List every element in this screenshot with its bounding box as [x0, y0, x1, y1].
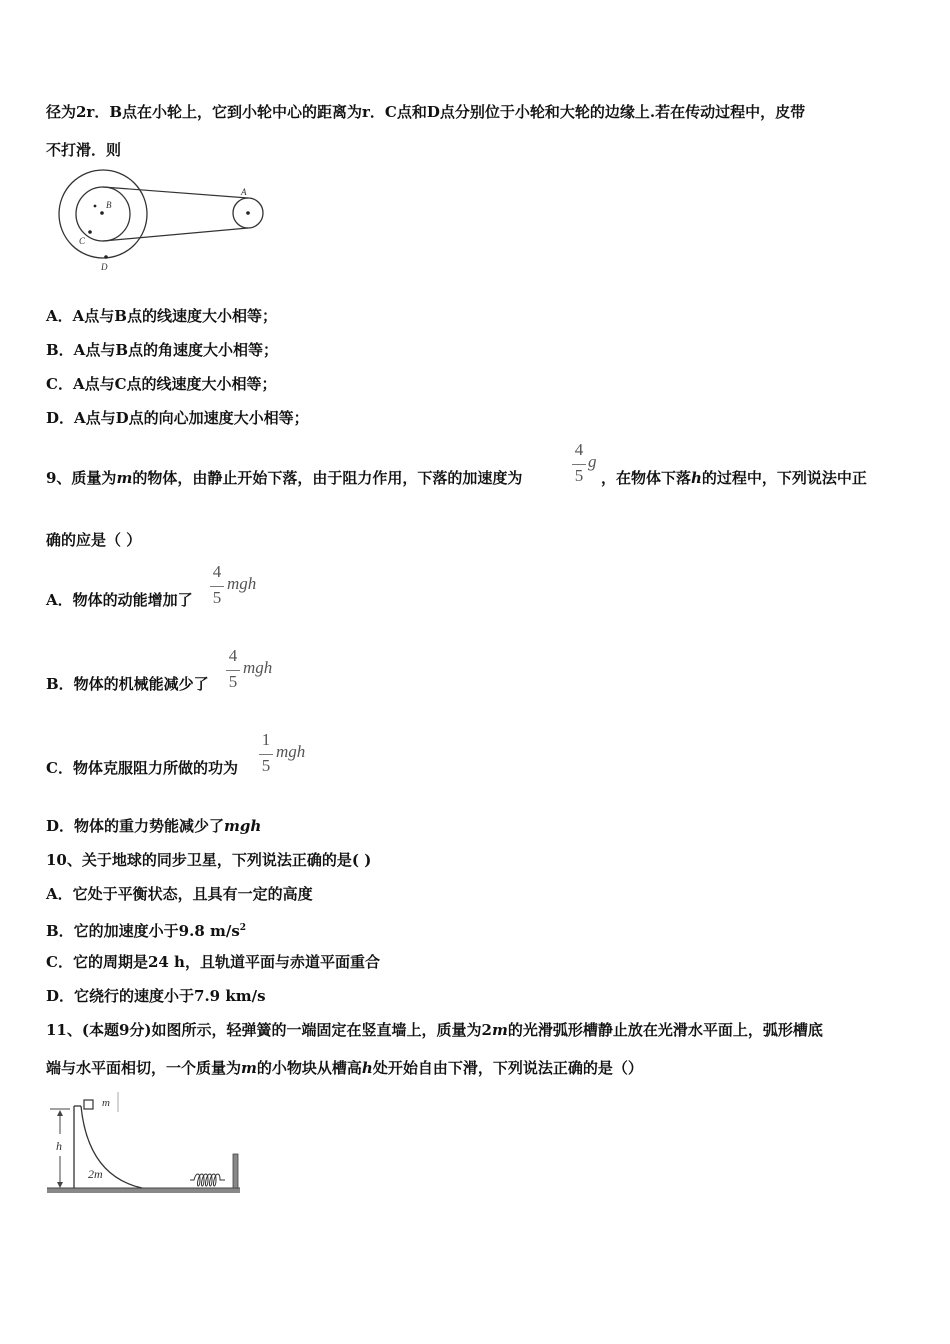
- q9-stem-line1-end: [601, 468, 867, 488]
- q9-stem-m: m: [116, 469, 133, 487]
- wall: [233, 1154, 238, 1188]
- fraction-bar: [210, 586, 224, 587]
- label-d: D: [101, 262, 108, 272]
- q8-option-a: A．A点与B点的线速度大小相等；: [46, 307, 277, 325]
- q9-stem-line1: [46, 468, 522, 488]
- q9-stem-h: h: [691, 469, 702, 487]
- q8-stem-line1: 径为2r．B点在小轮上，它到小轮中心的距离为r．C点和D点分别位于小轮和大轮的边缘上.若在传动过程中，皮带: [46, 103, 806, 121]
- arrow-up-icon: [57, 1110, 63, 1116]
- label-m: m: [102, 1097, 110, 1109]
- q9-option-d: [46, 816, 261, 836]
- q10-option-a: A．它处于平衡状态，且具有一定的高度: [46, 885, 313, 903]
- fraction-denominator: 5: [212, 588, 222, 607]
- q9-option-d-text: D．物体的重力势能减少了: [46, 817, 225, 835]
- q10-option-b: [46, 918, 246, 941]
- q9-stem-mid: 的物体，由静止开始下落，由于阻力作用，下落的加速度为: [132, 469, 523, 487]
- q11-stem-line2: [46, 1058, 643, 1078]
- q10-option-c: C．它的周期是24 h，且轨道平面与赤道平面重合: [46, 953, 380, 971]
- q9-stem-line2: 确的应是（ ）: [46, 531, 142, 549]
- label-2m: 2m: [88, 1167, 103, 1181]
- q10-option-d: D．它绕行的速度小于7.9 km/s: [46, 987, 266, 1005]
- fraction-numerator: 4: [574, 440, 584, 459]
- arrow-down-icon: [57, 1182, 63, 1188]
- ground: [47, 1188, 240, 1193]
- fraction-bar: [259, 754, 273, 755]
- fraction-tail: mgh: [227, 574, 257, 593]
- q11-stem2-h: h: [361, 1059, 373, 1077]
- fraction-denominator: 5: [261, 756, 271, 775]
- q9-option-a-fraction: [210, 562, 270, 618]
- q9-option-b-fraction: [226, 646, 286, 702]
- spring-coil: [190, 1174, 225, 1186]
- q9-option-a: A．物体的动能增加了: [46, 591, 193, 609]
- q11-stem2-pre: 端与水平面相切，一个质量为: [46, 1059, 242, 1077]
- fraction-bar: [572, 464, 586, 465]
- point-c: [88, 230, 92, 234]
- groove-spring-figure: [44, 1092, 244, 1200]
- fraction-denominator: 5: [228, 672, 238, 691]
- q8-option-b: B．A点与B点的角速度大小相等；: [46, 341, 278, 359]
- point-b2: [94, 205, 97, 208]
- belt-top: [103, 187, 248, 198]
- point-a: [246, 211, 250, 215]
- pulley-figure: [55, 168, 270, 276]
- point-b: [100, 211, 104, 215]
- q9-option-b: B．物体的机械能减少了: [46, 675, 209, 693]
- q9-stem-post: ，在物体下落: [601, 469, 692, 487]
- q9-option-c-fraction: [259, 730, 319, 786]
- q11-stem1-m: m: [491, 1021, 508, 1039]
- label-a: A: [241, 187, 247, 197]
- q11-stem2-mid: 的小物块从槽高: [256, 1059, 362, 1077]
- fraction-denominator: 5: [574, 466, 584, 485]
- q9-option-c: C．物体克服阻力所做的功为: [46, 759, 238, 777]
- q8-option-d: D．A点与D点的向心加速度大小相等；: [46, 409, 309, 427]
- fraction-bar: [226, 670, 240, 671]
- q9-accel-fraction: [572, 440, 602, 496]
- fraction-tail: g: [588, 452, 597, 471]
- q9-stem-pre: 9、质量为: [46, 469, 117, 487]
- fraction-numerator: 1: [261, 730, 271, 749]
- fraction-tail: mgh: [276, 742, 306, 761]
- q11-stem1-pre: 11、(本题9分)如图所示，轻弹簧的一端固定在竖直墙上，质量为2: [46, 1021, 492, 1039]
- label-c: C: [79, 236, 86, 246]
- q8-option-c: C．A点与C点的线速度大小相等；: [46, 375, 277, 393]
- small-block: [84, 1100, 93, 1109]
- point-d: [104, 255, 108, 259]
- q11-stem2-m: m: [241, 1059, 257, 1077]
- fraction-tail: mgh: [243, 658, 273, 677]
- q9-option-d-mgh: mgh: [224, 817, 262, 835]
- q10-option-b-superscript: 2: [239, 923, 247, 933]
- q8-stem-line2: 不打滑．则: [46, 141, 122, 159]
- q10-stem: 10、关于地球的同步卫星，下列说法正确的是( ): [46, 851, 372, 869]
- q11-stem2-post: 处开始自由下滑，下列说法正确的是（）: [372, 1059, 643, 1077]
- q11-stem-line1: [46, 1020, 823, 1040]
- q11-stem1-post: 的光滑弧形槽静止放在光滑水平面上，弧形槽底: [507, 1021, 823, 1039]
- fraction-numerator: 4: [228, 646, 238, 665]
- label-h: h: [56, 1139, 62, 1153]
- fraction-numerator: 4: [212, 562, 222, 581]
- q9-stem-end: 的过程中，下列说法中正: [701, 469, 867, 487]
- q10-option-b-text: B．它的加速度小于9.8 m/s: [46, 922, 240, 940]
- label-b: B: [106, 200, 112, 210]
